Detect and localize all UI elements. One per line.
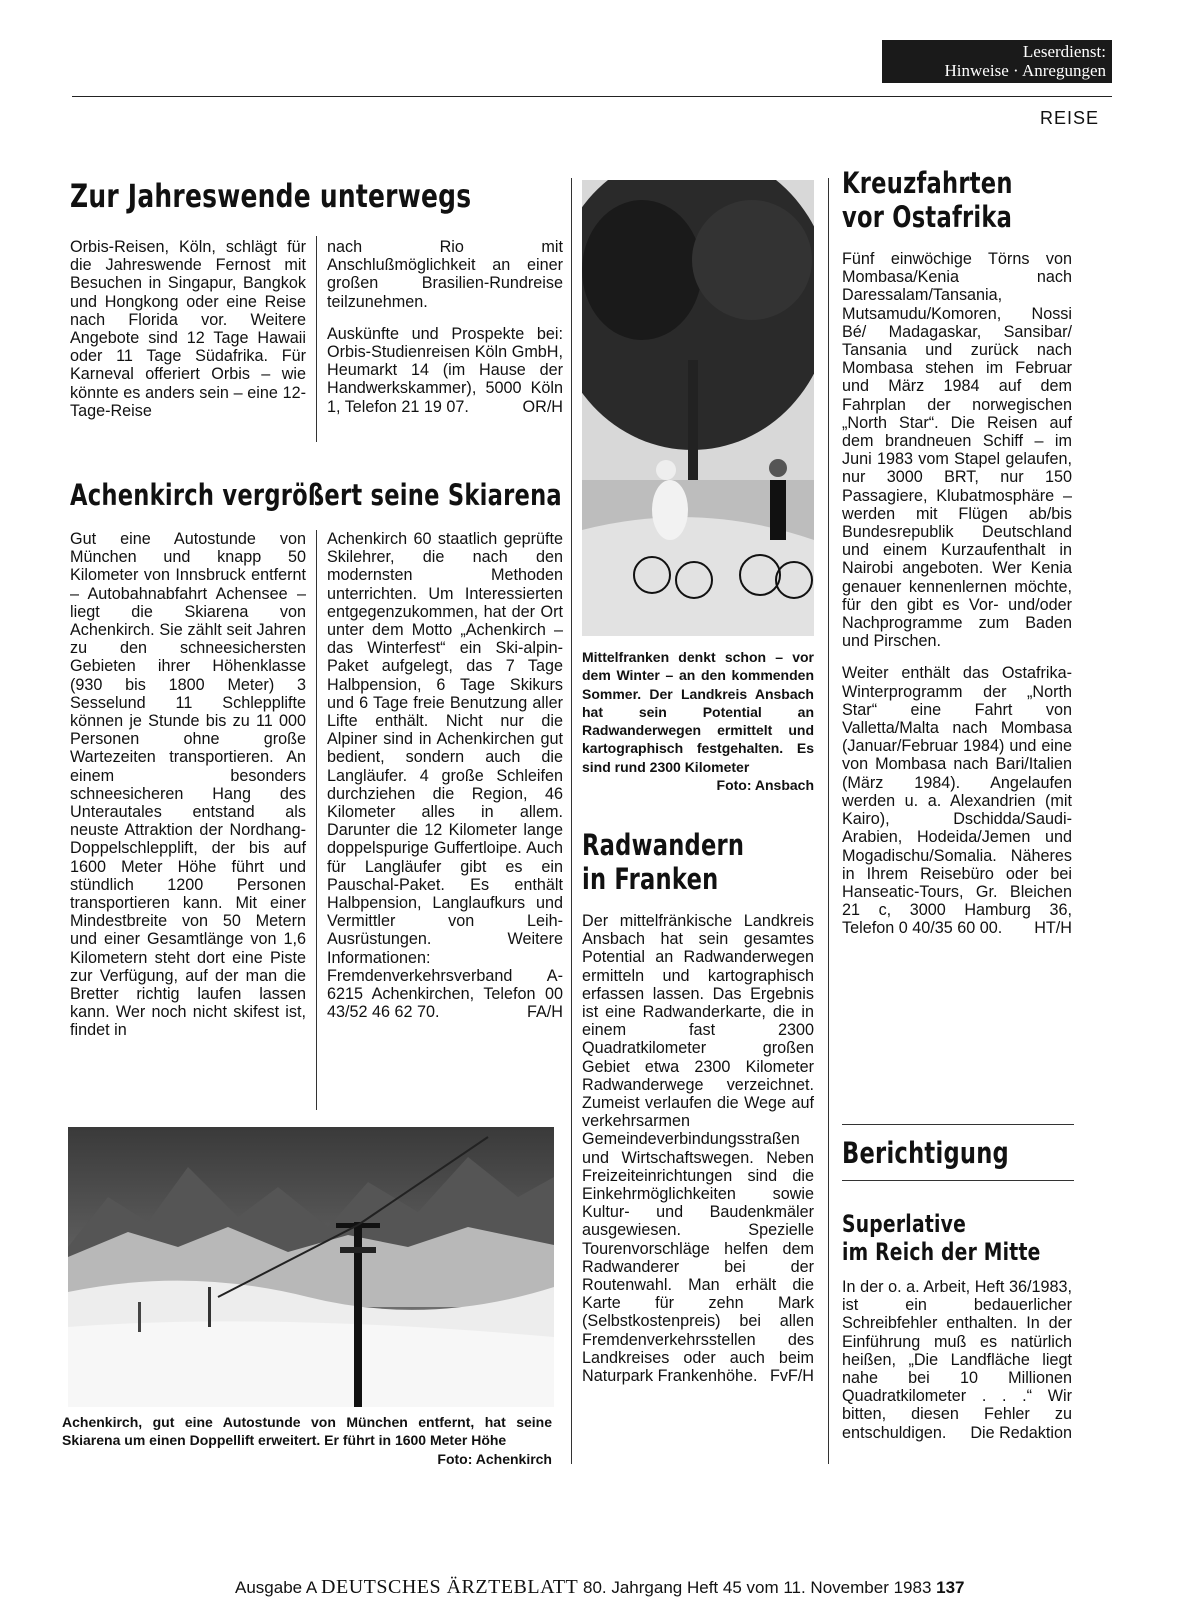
article-3-title	[582, 828, 790, 896]
ski-photo-credit: Foto: Achenkirch	[437, 1450, 552, 1467]
badge-line-1: Leserdienst:	[1022, 42, 1106, 61]
article-3-title-line-1: Radwandern	[582, 828, 745, 862]
ski-photo-caption	[62, 1413, 552, 1468]
berichtigung-rule-top	[842, 1124, 1074, 1125]
article-2-signature: FA/H	[527, 1003, 563, 1022]
article-5-body	[842, 1278, 1072, 1456]
article-3-title-line-2: in Franken	[582, 862, 719, 896]
cyclists-illustration	[582, 180, 814, 636]
article-4-title	[842, 166, 1061, 234]
cyclists-photo-credit: Foto: Ansbach	[716, 777, 814, 794]
column-rule	[316, 236, 317, 442]
badge-line-2: Hinweise · Anregungen	[944, 61, 1106, 80]
article-5-subtitle-line-2: im Reich der Mitte	[842, 1238, 1041, 1266]
cyclists-photo-caption-text: Mittelfranken denkt schon – vor dem Winter – an den kommenden Sommer. Der Landkreis Ansbach hat sein Potential an Radwanderwegen ermittelt und kartographisch festgehalten. Es sind rund 2300 Kilometer	[582, 649, 814, 775]
ski-lift-photo	[68, 1127, 554, 1407]
article-2-col-2-text: Achenkirch 60 staatlich geprüfte Skilehrer, die nach den modernsten Methoden unterrichten. Um Interessierten entgegenzukommen, hat der Ort unter dem Motto „Achenkirch – das Winterfest“ ein Ski-alpin-Paket aufgelegt, das 7 Tage Halbpension, 6 Tage Skikurs und 6 Tage freie Benutzung aller Lifte enthält. Nicht nur die Alpiner sind in Achenkirchen gut bedient, sondern auch die Langläufer. 4 große Schleifen durchziehen die Region, 46 Kilometer alles in allem. Darunter die 12 Kilometer lange doppelspurige Guffertloipe. Auch für Langläufer gibt es ein Pauschal-Paket. Es enthält Halbpension, Langlaufkurs und Vermittler von Leih-Ausrüstungen. Weitere Informationen: Fremdenverkehrsverband A-6215 Achenkirchen, Telefon 00 43/52 46 62 70. FA/H	[327, 530, 563, 1022]
article-2-col-2	[327, 530, 563, 1035]
berichtigung-rule-bottom	[842, 1180, 1074, 1181]
article-3-signature: FvF/H	[769, 1367, 814, 1386]
article-1-col-2-text-2: Auskünfte und Prospekte bei: Orbis-Studienreisen Köln GmbH, Heumarkt 14 (im Hause der Handwerkskammer), 5000 Köln 1, Telefon 21 19 07. OR/H	[327, 324, 563, 416]
article-4-title-line-2: vor Ostafrika	[842, 200, 1013, 234]
cyclists-photo	[582, 180, 814, 636]
column-rule	[571, 178, 572, 1464]
article-1-col-1-text: Orbis-Reisen, Köln, schlägt für die Jahreswende Fernost mit Besuchen in Singapur, Bangkok und Hongkong oder eine Reise nach Florida vor. Weitere Angebote sind 12 Tage Hawaii oder 11 Tage Südafrika. Für Karneval offeriert Orbis – wie könnte es anders sein – eine 12-Tage-Reise	[70, 238, 306, 420]
footer-magazine: DEUTSCHES ÄRZTEBLATT	[321, 1576, 579, 1598]
article-5-text: In der o. a. Arbeit, Heft 36/1983, ist ein bedauerlicher Schreibfehler enthalten. In der Einführung muß es natürlich heißen, „Die Landfläche liegt nahe bei 10 Millionen Quadratkilometer . . .“ Wir bitten, diesen Fehler zu entschuldigen. Die Redaktion	[842, 1278, 1072, 1442]
ski-photo-caption-text: Achenkirch, gut eine Autostunde von München entfernt, hat seine Skiarena um einen Doppellift erweitert. Er führt in 1600 Meter Höhe	[62, 1414, 552, 1449]
article-3-body	[582, 912, 814, 1399]
column-rule	[316, 530, 317, 1110]
header-rule	[72, 96, 1112, 97]
section-badge	[882, 40, 1112, 83]
article-5-title: Berichtigung	[842, 1136, 1009, 1170]
section-label: REISE	[1040, 108, 1100, 128]
cyclists-photo-caption	[582, 648, 814, 794]
article-2-col-1	[70, 530, 306, 1054]
article-5-subtitle-line-1: Superlative	[842, 1210, 967, 1238]
column-rule	[828, 178, 829, 1464]
article-3-body-text: Der mittelfränkische Landkreis Ansbach hat sein gesamtes Potential an Radwanderwegen ermitteln und kartographisch erfassen lassen. Das Ergebnis ist eine Radwanderkarte, die in einem fast 2300 Quadratkilometer großen Gebiet etwa 2300 Kilometer Radwanderwege verzeichnet. Zumeist verlaufen die Wege auf verkehrsarmen Gemeindeverbindungsstraßen und Wirtschaftswegen. Neben Freizeiteinrichtungen sind die Einkehrmöglichkeiten sowie Kultur- und Baudenkmäler ausgewiesen. Spezielle Tourenvorschläge helfen dem Radwanderer bei der Routenwahl. Man erhält die Karte für zehn Mark (Selbstkostenpreis) bei allen Fremdenverkehrsstellen des Landkreises oder auch beim Naturpark Frankenhöhe. FvF/H	[582, 912, 814, 1386]
article-4-text-2: Weiter enthält das Ostafrika-Winterprogramm der „North Star“ eine Fahrt von Valletta/Malta nach Mombasa (Januar/Februar 1984) und eine von Mombasa nach Bari/Italien (März 1984). Angelaufen werden u. a. Alexandrien (mit Kairo), Dschidda/Saudi-Arabien, Hodeida/Jemen und Mogadischu/Somalia. Näheres in Ihrem Reisebüro oder bei Hanseatic-Tours, Gr. Bleichen 21 c, 3000 Hamburg 36, Telefon 0 40/35 60 00. HT/H	[842, 664, 1072, 938]
article-1-col-2-text-1: nach Rio mit Anschlußmöglichkeit an einer großen Brasilien-Rundreise teilzunehmen.	[327, 238, 563, 311]
article-4-body	[842, 250, 1072, 952]
article-5-subtitle	[842, 1210, 1097, 1266]
footer-page-number: 137	[936, 1578, 965, 1597]
article-2-col-1-text: Gut eine Autostunde von München und knapp 50 Kilometer von Innsbruck entfernt – Autobahnabfahrt Achensee – liegt die Skiarena von Achenkirch. Sie zählt seit Jahren zu den schneesichersten Gebieten ihrer Höhenklasse (930 bis 1800 Meter) 3 Sesselund 11 Schlepplifte können je Stunde bis zu 11 000 Personen ohne große Wartezeiten transportieren. An einem besonders schneesicheren Hang des Unterautales entstand als neuste Attraktion der Nordhang-Doppelschlepplift, der bis auf 1600 Meter Höhe führt und stündlich 1200 Personen transportieren kann. Mit einer Mindestbreite von 50 Metern und einer Gesamtlänge von 1,6 Kilometern steht dort eine Piste zur Verfügung, auf der man die Bretter richtig laufen lassen kann. Wer noch nicht skifest ist, findet in	[70, 530, 306, 1040]
article-1-col-2	[327, 238, 563, 430]
footer-issue: 80. Jahrgang Heft 45 vom 11. November 1983	[583, 1578, 932, 1597]
article-2-title: Achenkirch vergrößert seine Skiarena	[70, 478, 562, 512]
article-1-col-1	[70, 238, 306, 434]
article-1-title: Zur Jahreswende unterwegs	[70, 177, 472, 215]
article-1-signature: OR/H	[522, 397, 563, 416]
page-footer	[235, 1576, 965, 1599]
article-4-text-1: Fünf einwöchige Törns von Mombasa/Kenia nach Daressalam/Tansania, Mutsamudu/Komoren, Nossi Bé/ Madagaskar, Sansibar/ Tansania und zurück nach Mombasa stehen im Februar und März 1984 auf dem Fahrplan der norwegischen „North Star“. Die Reisen auf dem brandneuen Schiff – im Juni 1983 vom Stapel gelaufen, nur 3000 BRT, nur 150 Passagiere, Klubatmosphäre – werden mit Flügen ab/bis Bundesrepublik Deutschland und einem Kurzaufenthalt in Nairobi angeboten. Wer Kenia genauer kennenlernen möchte, für den gibt es Vor- und/oder Nachprogramme zum Baden und Pirschen.	[842, 250, 1072, 651]
article-4-signature: HT/H	[1034, 919, 1072, 938]
ski-lift-illustration	[68, 1127, 554, 1407]
article-4-title-line-1: Kreuzfahrten	[842, 166, 1013, 200]
article-5-signature: Die Redaktion	[970, 1423, 1072, 1442]
footer-edition: Ausgabe A	[235, 1578, 317, 1597]
